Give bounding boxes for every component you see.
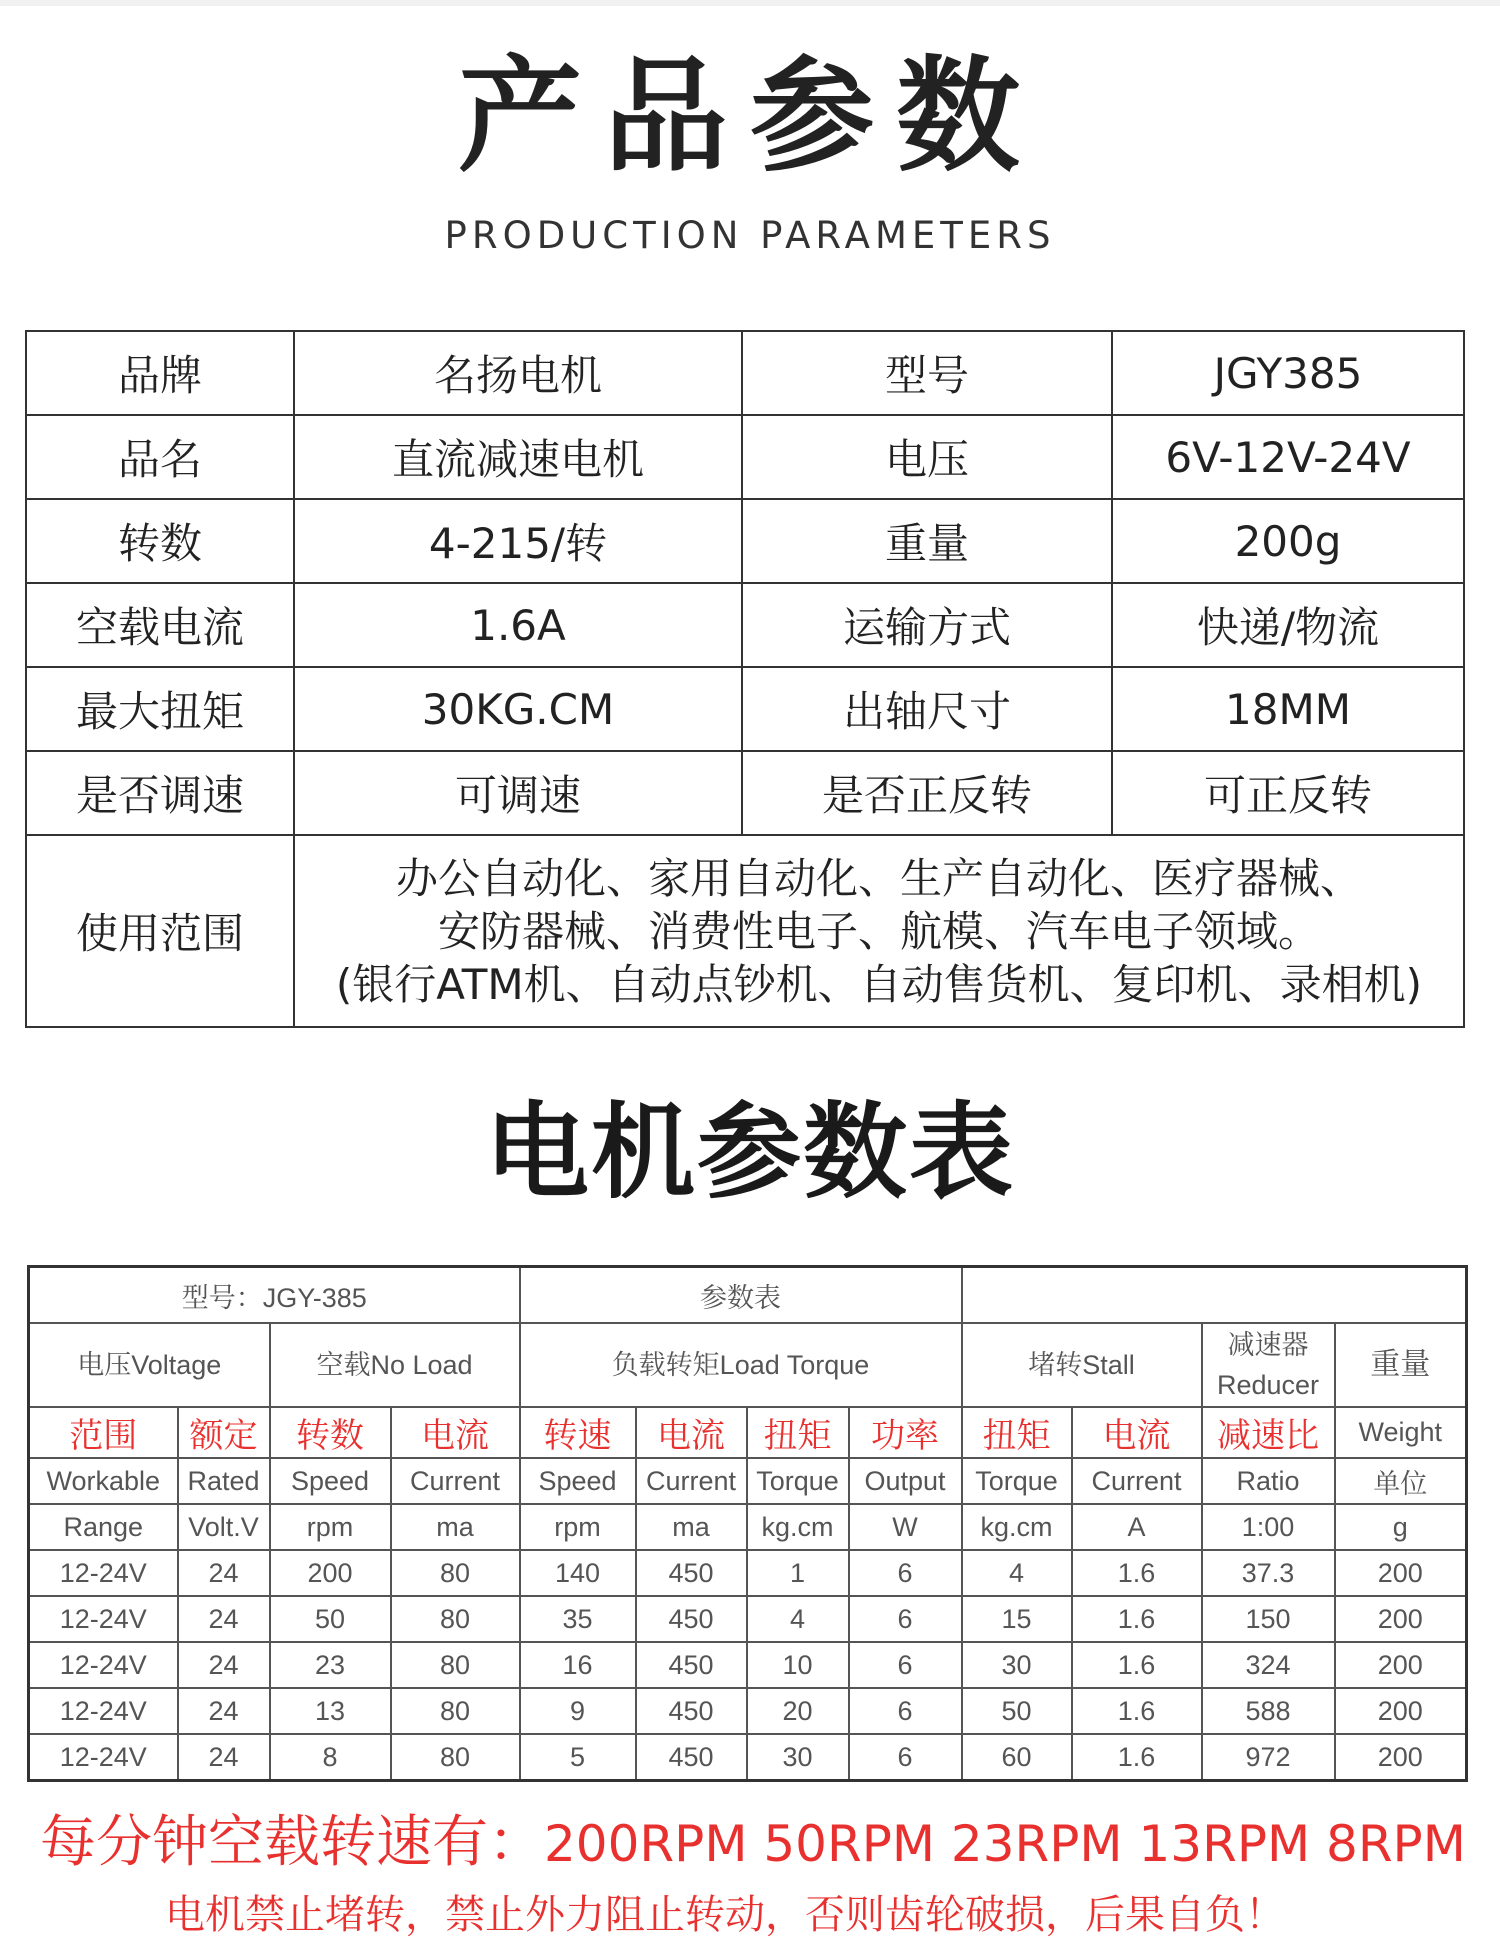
red-header: 转速 xyxy=(520,1407,636,1458)
table-row xyxy=(29,1642,1467,1688)
stall-warning: 电机禁止堵转，禁止外力阻止转动，否则齿轮破损，后果自负！ xyxy=(165,1892,1285,1938)
spec-row xyxy=(26,667,1464,751)
red-header: 功率 xyxy=(849,1407,962,1458)
data-cell: 50 xyxy=(962,1688,1072,1734)
data-cell: 588 xyxy=(1202,1688,1335,1734)
en-header: Workable xyxy=(29,1458,178,1504)
params-header: 参数表 xyxy=(520,1267,962,1324)
data-cell: 1.6 xyxy=(1072,1642,1202,1688)
data-cell: 50 xyxy=(270,1596,391,1642)
data-cell: 450 xyxy=(636,1688,747,1734)
data-cell: 6 xyxy=(849,1596,962,1642)
usage-range-text xyxy=(294,835,1464,1027)
no-load-group: 空载No Load xyxy=(270,1323,520,1407)
data-cell: 80 xyxy=(391,1688,520,1734)
spec-row xyxy=(26,331,1464,415)
spec-label: 品牌 xyxy=(26,331,294,415)
red-header: 扭矩 xyxy=(747,1407,849,1458)
data-cell: 200 xyxy=(1335,1734,1467,1781)
unit-cell: ma xyxy=(391,1504,520,1550)
weight-header: Weight xyxy=(1335,1407,1467,1458)
data-cell: 4 xyxy=(962,1550,1072,1596)
spec-row-range xyxy=(26,835,1464,1027)
data-cell: 6 xyxy=(849,1688,962,1734)
data-cell: 8 xyxy=(270,1734,391,1781)
spec-label: 电压 xyxy=(742,415,1112,499)
blank-header xyxy=(962,1267,1467,1324)
data-cell: 12-24V xyxy=(29,1642,178,1688)
page-subtitle: PRODUCTION PARAMETERS xyxy=(444,214,1056,257)
data-cell: 37.3 xyxy=(1202,1550,1335,1596)
data-cell: 6 xyxy=(849,1642,962,1688)
unit-cell: ma xyxy=(636,1504,747,1550)
data-cell: 4 xyxy=(747,1596,849,1642)
red-header: 电流 xyxy=(391,1407,520,1458)
en-header: Torque xyxy=(747,1458,849,1504)
spec-label: 品名 xyxy=(26,415,294,499)
data-cell: 23 xyxy=(270,1642,391,1688)
data-cell: 6 xyxy=(849,1734,962,1781)
motor-params-table xyxy=(27,1265,1468,1782)
unit-cell: g xyxy=(1335,1504,1467,1550)
data-cell: 80 xyxy=(391,1596,520,1642)
motor-header-row-4 xyxy=(29,1458,1467,1504)
table-row xyxy=(29,1596,1467,1642)
red-header: 额定 xyxy=(178,1407,270,1458)
voltage-group: 电压Voltage xyxy=(29,1323,270,1407)
spec-value: 1.6A xyxy=(294,583,742,667)
data-cell: 200 xyxy=(270,1550,391,1596)
red-header: 电流 xyxy=(1072,1407,1202,1458)
spec-label: 最大扭矩 xyxy=(26,667,294,751)
data-cell: 60 xyxy=(962,1734,1072,1781)
motor-header-row-1 xyxy=(29,1267,1467,1324)
spec-value: 200g xyxy=(1112,499,1464,583)
data-cell: 150 xyxy=(1202,1596,1335,1642)
en-header: Rated xyxy=(178,1458,270,1504)
data-cell: 972 xyxy=(1202,1734,1335,1781)
data-cell: 80 xyxy=(391,1642,520,1688)
reducer-group: 减速器 Reducer xyxy=(1202,1323,1335,1407)
data-cell: 140 xyxy=(520,1550,636,1596)
unit-cell: 1:00 xyxy=(1202,1504,1335,1550)
load-torque-group: 负载转矩Load Torque xyxy=(520,1323,962,1407)
motor-units-row xyxy=(29,1504,1467,1550)
data-cell: 24 xyxy=(178,1550,270,1596)
spec-label: 是否正反转 xyxy=(742,751,1112,835)
data-cell: 20 xyxy=(747,1688,849,1734)
table-row xyxy=(29,1688,1467,1734)
en-header: Speed xyxy=(270,1458,391,1504)
spec-label: 使用范围 xyxy=(26,835,294,1027)
stall-group: 堵转Stall xyxy=(962,1323,1202,1407)
motor-header-row-2 xyxy=(29,1323,1467,1407)
motor-params-title: 电机参数表 xyxy=(484,1091,1015,1213)
summary-lead: 每分钟空载转速有： xyxy=(40,1810,544,1875)
weight-group: 重量 xyxy=(1335,1323,1467,1407)
spec-value: 直流减速电机 xyxy=(294,415,742,499)
data-cell: 24 xyxy=(178,1688,270,1734)
en-header: 单位 xyxy=(1335,1458,1467,1504)
en-header: Current xyxy=(391,1458,520,1504)
unit-cell: kg.cm xyxy=(962,1504,1072,1550)
data-cell: 9 xyxy=(520,1688,636,1734)
data-cell: 1 xyxy=(747,1550,849,1596)
spec-row xyxy=(26,415,1464,499)
data-cell: 24 xyxy=(178,1596,270,1642)
data-cell: 13 xyxy=(270,1688,391,1734)
unit-cell: A xyxy=(1072,1504,1202,1550)
data-cell: 12-24V xyxy=(29,1596,178,1642)
motor-header-row-3 xyxy=(29,1407,1467,1458)
page-title: 产品参数 xyxy=(457,45,1042,189)
usage-range-line: 办公自动化、家用自动化、生产自动化、医疗器械、 xyxy=(395,853,1362,903)
data-cell: 450 xyxy=(636,1596,747,1642)
data-cell: 35 xyxy=(520,1596,636,1642)
data-cell: 1.6 xyxy=(1072,1688,1202,1734)
red-header: 电流 xyxy=(636,1407,747,1458)
data-cell: 80 xyxy=(391,1550,520,1596)
unit-cell: rpm xyxy=(520,1504,636,1550)
data-cell: 10 xyxy=(747,1642,849,1688)
red-header: 转数 xyxy=(270,1407,391,1458)
data-cell: 80 xyxy=(391,1734,520,1781)
unit-cell: Volt.V xyxy=(178,1504,270,1550)
spec-value: 6V-12V-24V xyxy=(1112,415,1464,499)
data-cell: 324 xyxy=(1202,1642,1335,1688)
spec-label: 型号 xyxy=(742,331,1112,415)
en-header: Current xyxy=(636,1458,747,1504)
data-cell: 12-24V xyxy=(29,1734,178,1781)
data-cell: 24 xyxy=(178,1642,270,1688)
spec-row xyxy=(26,751,1464,835)
unit-cell: W xyxy=(849,1504,962,1550)
spec-label: 转数 xyxy=(26,499,294,583)
data-cell: 450 xyxy=(636,1734,747,1781)
data-cell: 200 xyxy=(1335,1642,1467,1688)
no-load-speed-summary xyxy=(40,1810,1480,1875)
spec-value: 18MM xyxy=(1112,667,1464,751)
en-header: Current xyxy=(1072,1458,1202,1504)
data-cell: 12-24V xyxy=(29,1688,178,1734)
data-cell: 30 xyxy=(962,1642,1072,1688)
spec-value: 快递/物流 xyxy=(1112,583,1464,667)
spec-value: 可正反转 xyxy=(1112,751,1464,835)
en-header: Speed xyxy=(520,1458,636,1504)
en-header: Ratio xyxy=(1202,1458,1335,1504)
spec-row xyxy=(26,583,1464,667)
red-header: 扭矩 xyxy=(962,1407,1072,1458)
table-row xyxy=(29,1550,1467,1596)
summary-speeds: 200RPM 50RPM 23RPM 13RPM 8RPM xyxy=(544,1815,1466,1873)
spec-label: 运输方式 xyxy=(742,583,1112,667)
data-cell: 30 xyxy=(747,1734,849,1781)
spec-label: 空载电流 xyxy=(26,583,294,667)
data-cell: 450 xyxy=(636,1550,747,1596)
data-cell: 1.6 xyxy=(1072,1734,1202,1781)
spec-value: 4-215/转 xyxy=(294,499,742,583)
data-cell: 200 xyxy=(1335,1550,1467,1596)
red-header: 减速比 xyxy=(1202,1407,1335,1458)
data-cell: 1.6 xyxy=(1072,1596,1202,1642)
data-cell: 16 xyxy=(520,1642,636,1688)
usage-range-line: (银行ATM机、自动点钞机、自动售货机、复印机、录相机) xyxy=(335,959,1423,1009)
unit-cell: Range xyxy=(29,1504,178,1550)
red-header: 范围 xyxy=(29,1407,178,1458)
data-cell: 5 xyxy=(520,1734,636,1781)
unit-cell: kg.cm xyxy=(747,1504,849,1550)
data-cell: 6 xyxy=(849,1550,962,1596)
model-header: 型号：JGY-385 xyxy=(29,1267,520,1324)
data-cell: 24 xyxy=(178,1734,270,1781)
product-spec-table xyxy=(25,330,1465,1028)
spec-label: 是否调速 xyxy=(26,751,294,835)
spec-value: 可调速 xyxy=(294,751,742,835)
en-header: Output xyxy=(849,1458,962,1504)
data-cell: 1.6 xyxy=(1072,1550,1202,1596)
data-cell: 15 xyxy=(962,1596,1072,1642)
unit-cell: rpm xyxy=(270,1504,391,1550)
data-cell: 200 xyxy=(1335,1596,1467,1642)
spec-label: 出轴尺寸 xyxy=(742,667,1112,751)
data-cell: 12-24V xyxy=(29,1550,178,1596)
table-row xyxy=(29,1734,1467,1781)
en-header: Torque xyxy=(962,1458,1072,1504)
spec-value: 30KG.CM xyxy=(294,667,742,751)
spec-value: 名扬电机 xyxy=(294,331,742,415)
spec-row xyxy=(26,499,1464,583)
data-cell: 200 xyxy=(1335,1688,1467,1734)
spec-label: 重量 xyxy=(742,499,1112,583)
spec-value: JGY385 xyxy=(1112,331,1464,415)
usage-range-line: 安防器械、消费性电子、航模、汽车电子领域。 xyxy=(437,906,1320,956)
top-divider xyxy=(0,0,1500,6)
data-cell: 450 xyxy=(636,1642,747,1688)
